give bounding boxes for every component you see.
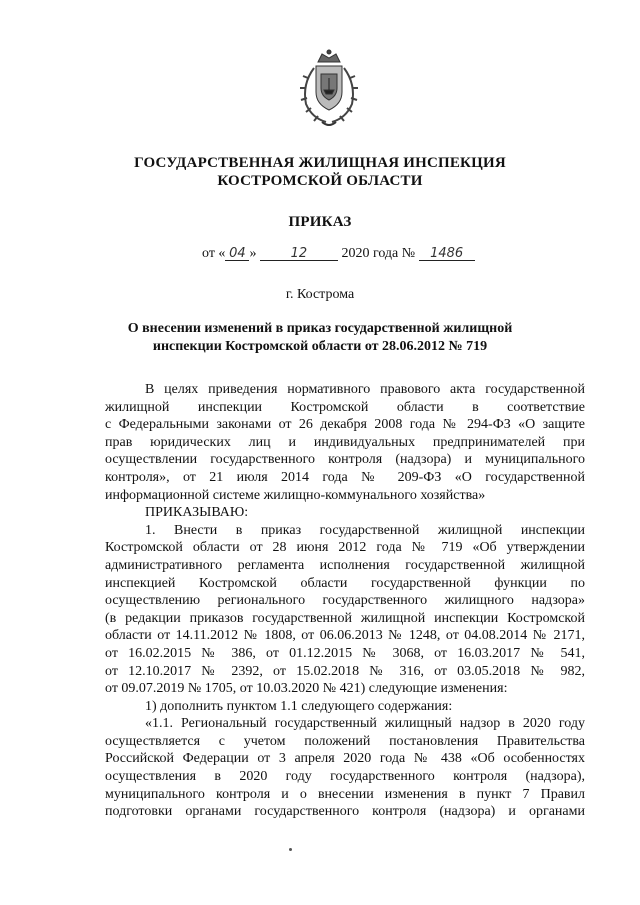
body-line: 1. Внести в приказ государственной жилищной инспекции (145, 522, 585, 538)
date-mid: » (249, 246, 257, 261)
city-name: г. Кострома (285, 287, 355, 302)
organization-title-line1: ГОСУДАРСТВЕННАЯ ЖИЛИЩНАЯ ИНСПЕКЦИЯ (134, 155, 506, 171)
body-line: области от 14.11.2012 № 1808, от 06.06.2013 № 1248, от 04.08.2014 № 2171, (105, 628, 585, 644)
body-line: от 12.10.2017 № 2392, от 15.02.2018 № 316, от 03.05.2018 № 982, (105, 663, 585, 679)
subject-line1: О внесении изменений в приказ государственной жилищной (127, 321, 513, 336)
body-line: «1.1. Региональный государственный жилищный надзор в 2020 году (145, 716, 585, 732)
order-number: 1486 (430, 246, 464, 261)
body-line: подготовки органами государственного контроля (надзора) и органами (105, 804, 585, 820)
order-date-line (202, 245, 475, 263)
body-line: В целях приведения нормативного правового акта государственной (145, 382, 585, 397)
body-line: контроля», от 21 июля 2014 года № 209-ФЗ «О государственной (105, 469, 585, 485)
body-line: муниципального контроля и о внесении изменения в пункт 7 Правил (105, 786, 585, 802)
body-line: инспекцией Костромской области государственной функции по (105, 575, 585, 591)
body-line: прав юридических лиц и индивидуальных предпринимателей при (105, 434, 585, 450)
document-type: ПРИКАЗ (288, 214, 352, 230)
body-line: осуществляется с учетом положений постановления Правительства (105, 733, 585, 749)
body-line: с Федеральными законами от 26 декабря 2008 года № 294-ФЗ «О защите (105, 417, 585, 433)
document-body (105, 381, 585, 821)
body-line: от 16.02.2015 № 386, от 01.12.2015 № 3068, от 16.03.2017 № 541, (105, 645, 585, 661)
body-line: административного регламента исполнения государственной жилищной (105, 557, 585, 573)
date-year-text: 2020 года № (341, 246, 416, 261)
date-day: 04 (229, 246, 246, 261)
body-line: осуществлении государственного контроля (надзора) и муниципального (105, 452, 585, 468)
body-line: (в редакции приказов государственной жилищной инспекции Костромской (105, 610, 585, 626)
date-month-blank (260, 245, 338, 261)
body-line: жилищной инспекции Костромской области в соответствие (105, 399, 585, 415)
date-prefix: от « (202, 246, 226, 261)
date-day-blank (225, 245, 249, 261)
page-dot-mark (289, 848, 292, 851)
body-line: осуществлению регионального государственного жилищного надзора» (105, 593, 585, 609)
body-line: Российской Федерации от 3 апреля 2020 года № 438 «Об особенностях (105, 751, 585, 767)
order-number-blank (419, 245, 475, 261)
body-line: от 09.07.2019 № 1705, от 10.03.2020 № 421) следующие изменения: (105, 681, 508, 697)
body-line: 1) дополнить пунктом 1.1 следующего содержания: (145, 698, 453, 714)
body-line: Костромской области от 28 июня 2012 года № 719 «Об утверждении (105, 540, 585, 556)
body-line-prikazyvayu: ПРИКАЗЫВАЮ: (145, 505, 249, 521)
organization-title-line2: КОСТРОМСКОЙ ОБЛАСТИ (217, 173, 423, 189)
date-month: 12 (290, 246, 308, 261)
subject-line2: инспекции Костромской области от 28.06.2012 № 719 (152, 339, 488, 354)
coat-of-arms-emblem (296, 48, 362, 132)
body-line: осуществления в 2020 году государственного контроля (надзора), (105, 769, 585, 785)
body-line: информационной системе жилищно-коммунального хозяйства» (105, 487, 486, 503)
